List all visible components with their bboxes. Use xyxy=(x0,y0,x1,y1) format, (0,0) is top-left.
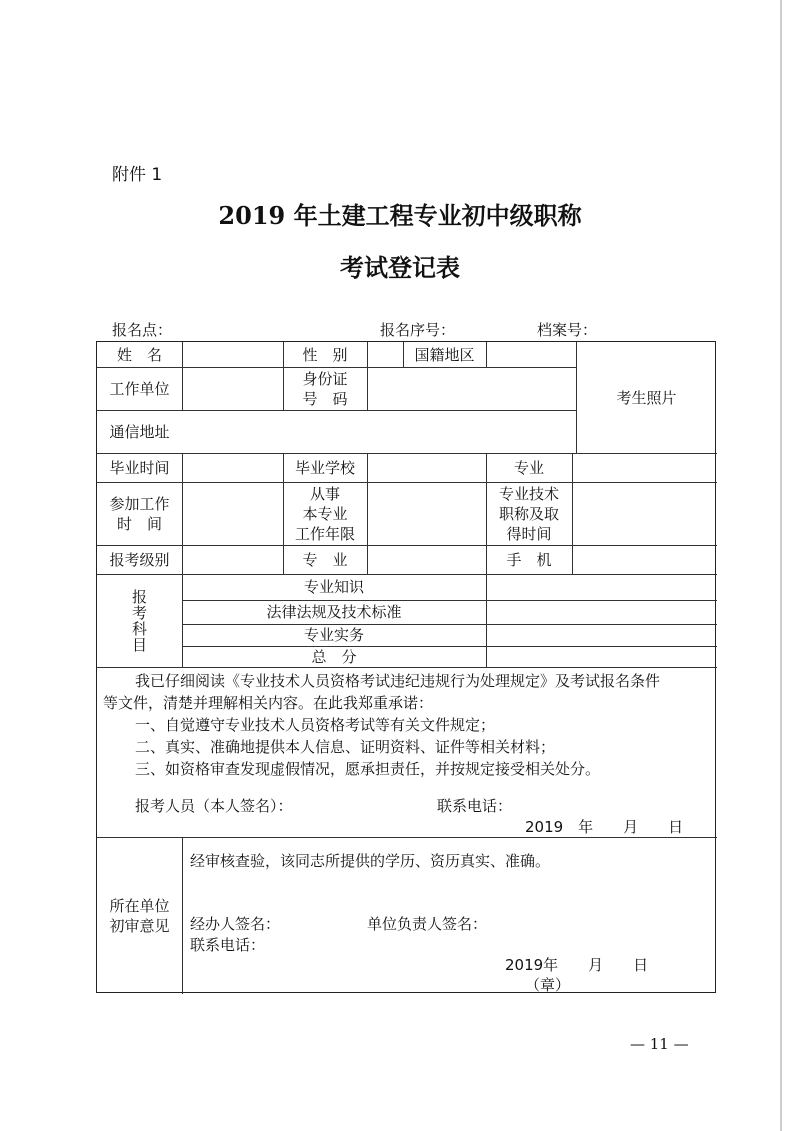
subjects-label-char2: 考 xyxy=(131,603,147,622)
id-number-label-line1: 身份证 xyxy=(302,369,348,388)
work-start-label-line1: 参加工作 xyxy=(109,494,170,513)
exam-level-field[interactable] xyxy=(182,545,283,574)
subject-professional-practice: 专业实务 xyxy=(303,626,364,644)
form-subtitle: 考试登记表 xyxy=(340,253,460,282)
years-in-field-label xyxy=(283,482,367,545)
professional-title-label xyxy=(486,482,572,545)
unit-leader-signature-label: 单位负责人签名： xyxy=(367,915,488,933)
pledge-text-line2: 等文件，清楚并理解相关内容。在此我郑重承诺： xyxy=(103,694,434,712)
applicant-signature-label: 报考人员（本人签名）： xyxy=(135,797,293,815)
gender-label: 性 别 xyxy=(302,345,348,364)
professional-title-field[interactable] xyxy=(572,482,717,545)
applicant-phone-label: 联系电话： xyxy=(437,797,513,815)
page-number: — 11 — xyxy=(630,1035,689,1053)
review-opinion: 经审核查验，该同志所提供的学历、资历真实、准确。 xyxy=(190,852,551,870)
years-label-line2: 本专业 xyxy=(302,504,348,523)
id-number-label-line2: 号 码 xyxy=(302,389,348,408)
total-score-field[interactable] xyxy=(486,646,717,667)
nationality-label: 国籍地区 xyxy=(414,345,475,364)
employer-label: 工作单位 xyxy=(109,379,170,398)
employer-field[interactable] xyxy=(182,367,283,410)
applicant-date: 2019 年 月 日 xyxy=(525,818,684,836)
graduation-time-field[interactable] xyxy=(182,453,283,482)
work-start-label-line2: 时 间 xyxy=(116,514,162,533)
pledge-item-3: 三、如资格审查发现虚假情况，愿承担责任，并按规定接受相关处分。 xyxy=(135,760,601,778)
subject-practice-score-field[interactable] xyxy=(486,624,717,646)
years-label-line3: 工作年限 xyxy=(294,524,355,543)
title-label-line2: 职称及取 xyxy=(498,504,559,523)
address-label: 通信地址 xyxy=(109,422,170,441)
attachment-label: 附件 1 xyxy=(112,165,163,185)
graduation-school-label: 毕业学校 xyxy=(294,458,355,477)
subject-professional-knowledge: 专业知识 xyxy=(303,578,364,596)
subject-laws-standards: 法律法规及技术标准 xyxy=(266,603,402,621)
nationality-field[interactable] xyxy=(486,342,576,367)
address-field[interactable] xyxy=(182,410,576,453)
unit-review-label-line1: 所在单位 xyxy=(109,896,170,915)
subject-law-score-field[interactable] xyxy=(486,600,717,624)
graduation-school-field[interactable] xyxy=(367,453,486,482)
subject-total-score: 总 分 xyxy=(311,647,357,666)
exam-level-label: 报考级别 xyxy=(109,550,170,569)
file-number-label: 档案号： xyxy=(537,321,598,339)
official-seal-label: （章） xyxy=(525,976,571,994)
work-start-field[interactable] xyxy=(182,482,283,545)
major-field[interactable] xyxy=(572,453,717,482)
registration-site-label: 报名点： xyxy=(112,321,173,339)
form-title: 2019 年土建工程专业初中级职称 xyxy=(218,201,582,230)
registration-serial-label: 报名序号： xyxy=(380,321,456,339)
id-number-field[interactable] xyxy=(367,367,576,410)
exam-major-field[interactable] xyxy=(367,545,486,574)
unit-review-label xyxy=(97,837,182,994)
handler-signature-label: 经办人签名： xyxy=(190,915,281,933)
major-label: 专业 xyxy=(513,458,544,477)
pledge-item-2: 二、真实、准确地提供本人信息、证明资料、证件等相关材料； xyxy=(135,738,556,756)
scan-edge xyxy=(780,0,782,1131)
pledge-text-line1: 我已仔细阅读《专业技术人员资格考试违纪违规行为处理规定》及考试报名条件 xyxy=(135,672,661,690)
id-number-label xyxy=(283,367,367,410)
subjects-label-char4: 目 xyxy=(131,635,147,654)
subjects-label-char1: 报 xyxy=(131,587,147,606)
subjects-label-char3: 科 xyxy=(131,619,147,638)
exam-subjects-label xyxy=(97,574,182,667)
pledge-item-1: 一、自觉遵守专业技术人员资格考试等有关文件规定； xyxy=(135,716,496,734)
name-label: 姓 名 xyxy=(116,345,162,364)
title-label-line1: 专业技术 xyxy=(498,484,559,503)
exam-major-label: 专 业 xyxy=(302,550,348,569)
mobile-field[interactable] xyxy=(572,545,717,574)
work-start-label xyxy=(97,482,182,545)
registration-form-table xyxy=(96,341,716,993)
years-in-field-field[interactable] xyxy=(367,482,486,545)
review-phone-label: 联系电话： xyxy=(190,936,266,954)
title-label-line3: 得时间 xyxy=(506,524,552,543)
unit-review-label-line2: 初审意见 xyxy=(109,916,170,935)
subject-knowledge-score-field[interactable] xyxy=(486,574,717,600)
name-field[interactable] xyxy=(182,342,283,367)
graduation-time-label: 毕业时间 xyxy=(109,458,170,477)
gender-field[interactable] xyxy=(367,342,403,367)
photo-box[interactable]: 考生照片 xyxy=(616,388,677,407)
years-label-line1: 从事 xyxy=(309,484,340,503)
mobile-label: 手 机 xyxy=(506,550,552,569)
review-date: 2019年 月 日 xyxy=(505,956,649,974)
